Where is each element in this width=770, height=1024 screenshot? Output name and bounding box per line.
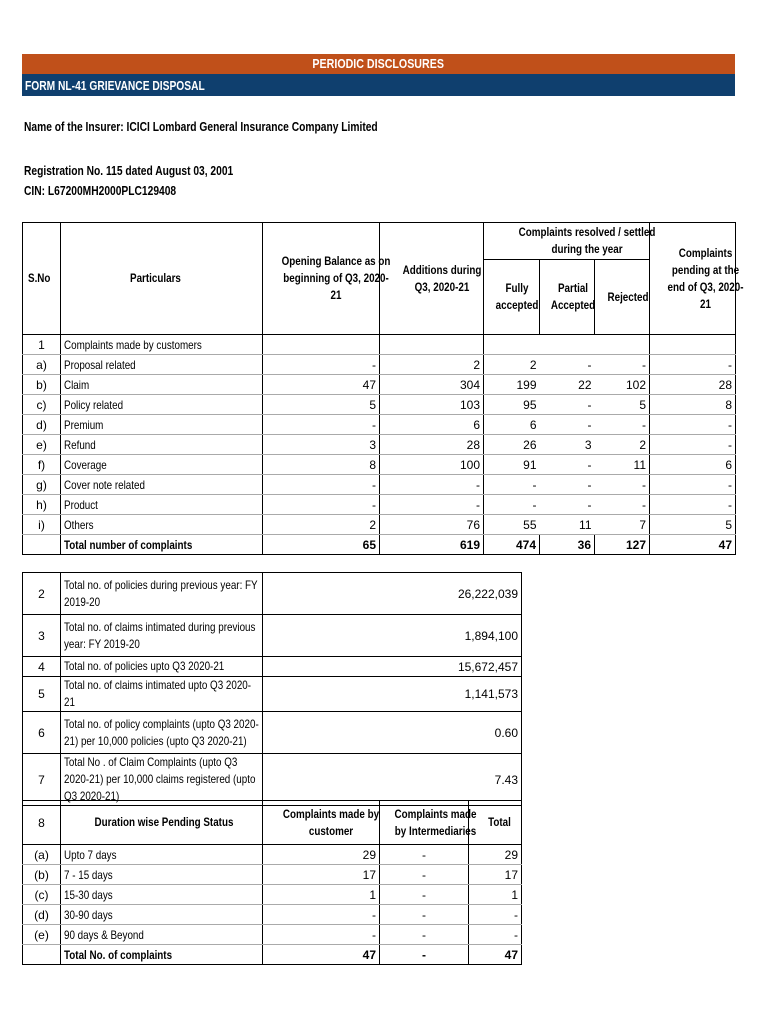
stat-no: 5	[23, 677, 61, 712]
pending-duration: 7 - 15 days	[61, 865, 263, 885]
pending-intermediaries: -	[380, 925, 469, 945]
row-sno: a)	[23, 355, 61, 375]
row-fully: 26	[484, 435, 540, 455]
table-row	[23, 395, 736, 415]
stat-value: 15,672,457	[263, 657, 522, 677]
header-intermediaries: Complaints made by Intermediaries	[380, 801, 469, 845]
periodic-disclosures-banner	[22, 54, 735, 74]
row-additions: -	[380, 495, 484, 515]
row-partial: -	[540, 495, 595, 515]
row-pending: 6	[650, 455, 736, 475]
header-fully-accepted: Fully accepted	[484, 260, 540, 335]
pending-total: -	[469, 925, 522, 945]
stat-label: Total no. of claims intimated upto Q3 2020-21	[61, 677, 263, 712]
table-row	[23, 435, 736, 455]
row-pending: -	[650, 495, 736, 515]
row-additions: 100	[380, 455, 484, 475]
header-opening-balance: Opening Balance as on beginning of Q3, 2020-21	[263, 223, 380, 335]
section-no: 1	[23, 335, 61, 355]
stat-label: Total no. of policies during previous year: FY 2019-20	[61, 573, 263, 615]
row-fully: -	[484, 475, 540, 495]
row-rejected: -	[595, 355, 650, 375]
row-sno: b)	[23, 375, 61, 395]
header-partial-accepted: Partial Accepted	[540, 260, 595, 335]
row-sno: i)	[23, 515, 61, 535]
cin-number: CIN: L67200MH2000PLC129408	[24, 184, 177, 198]
row-partial: -	[540, 475, 595, 495]
row-partial: -	[540, 415, 595, 435]
pending-duration: 15-30 days	[61, 885, 263, 905]
row-particular: Policy related	[61, 395, 263, 415]
stat-row	[23, 754, 522, 806]
row-partial: 22	[540, 375, 595, 395]
table-row	[23, 495, 736, 515]
pending-no: (d)	[23, 905, 61, 925]
section-row	[23, 335, 736, 355]
row-additions: 6	[380, 415, 484, 435]
pending-customer: 17	[263, 865, 380, 885]
pending-row	[23, 845, 522, 865]
pending-intermediaries: -	[380, 905, 469, 925]
pending-intermediaries: -	[380, 865, 469, 885]
stat-no: 7	[23, 754, 61, 806]
pending-total: 1	[469, 885, 522, 905]
complaints-table	[22, 222, 744, 555]
header-pending: Complaints pending at the end of Q3, 2020-21	[650, 223, 736, 335]
row-pending: -	[650, 415, 736, 435]
policy-stats-table	[22, 572, 522, 806]
row-pending: -	[650, 475, 736, 495]
pending-customer: 1	[263, 885, 380, 905]
row-sno: g)	[23, 475, 61, 495]
stat-value: 1,894,100	[263, 615, 522, 657]
pending-row	[23, 905, 522, 925]
row-particular: Others	[61, 515, 263, 535]
stat-no: 6	[23, 712, 61, 754]
total-pending: 47	[650, 535, 736, 555]
row-rejected: -	[595, 475, 650, 495]
pending-status-table	[22, 800, 522, 965]
stat-label: Total no. of claims intimated during previous year: FY 2019-20	[61, 615, 263, 657]
row-opening: -	[263, 495, 380, 515]
total-label: Total number of complaints	[61, 535, 263, 555]
stat-label: Total no. of policies upto Q3 2020-21	[61, 657, 263, 677]
row-opening: 5	[263, 395, 380, 415]
registration-number: Registration No. 115 dated August 03, 2001	[24, 164, 234, 178]
row-fully: 55	[484, 515, 540, 535]
stat-value: 7.43	[263, 754, 522, 806]
pending-customer: -	[263, 925, 380, 945]
total-additions: 619	[380, 535, 484, 555]
table-row	[23, 415, 736, 435]
pending-total-total: 47	[469, 945, 522, 965]
pending-no: (e)	[23, 925, 61, 945]
stat-label: Total no. of policy complaints (upto Q3 2020-21) per 10,000 policies (upto Q3 2020-21)	[61, 712, 263, 754]
total-rejected: 127	[595, 535, 650, 555]
insurer-name: Name of the Insurer: ICICI Lombard General Insurance Company Limited	[24, 120, 378, 134]
header-additions: Additions during Q3, 2020-21	[380, 223, 484, 335]
stat-row	[23, 573, 522, 615]
pending-total-row	[23, 945, 522, 965]
pending-row	[23, 885, 522, 905]
form-title: FORM NL-41 GRIEVANCE DISPOSAL	[25, 79, 205, 93]
row-additions: 103	[380, 395, 484, 415]
row-pending: 28	[650, 375, 736, 395]
row-fully: 91	[484, 455, 540, 475]
row-rejected: 2	[595, 435, 650, 455]
row-opening: -	[263, 415, 380, 435]
banner-title: PERIODIC DISCLOSURES	[312, 56, 445, 71]
pending-total-customer: 47	[263, 945, 380, 965]
row-particular: Premium	[61, 415, 263, 435]
pending-total: 17	[469, 865, 522, 885]
row-fully: -	[484, 495, 540, 515]
stat-row	[23, 677, 522, 712]
stat-value: 0.60	[263, 712, 522, 754]
row-opening: 2	[263, 515, 380, 535]
header-resolved-group: Complaints resolved / settled during the year	[484, 223, 650, 260]
header-customer: Complaints made by customer	[263, 801, 380, 845]
row-opening: 8	[263, 455, 380, 475]
form-title-banner	[22, 74, 735, 96]
stat-value: 1,141,573	[263, 677, 522, 712]
row-fully: 6	[484, 415, 540, 435]
row-pending: 8	[650, 395, 736, 415]
row-additions: -	[380, 475, 484, 495]
table-row	[23, 455, 736, 475]
pending-row	[23, 865, 522, 885]
pending-no: (b)	[23, 865, 61, 885]
total-row	[23, 535, 736, 555]
row-sno: h)	[23, 495, 61, 515]
row-additions: 304	[380, 375, 484, 395]
pending-duration: 30-90 days	[61, 905, 263, 925]
row-partial: -	[540, 395, 595, 415]
row-rejected: 11	[595, 455, 650, 475]
row-fully: 199	[484, 375, 540, 395]
table-row	[23, 515, 736, 535]
total-fully: 474	[484, 535, 540, 555]
pending-customer: 29	[263, 845, 380, 865]
row-particular: Claim	[61, 375, 263, 395]
row-particular: Cover note related	[61, 475, 263, 495]
pending-no: (c)	[23, 885, 61, 905]
pending-no: (a)	[23, 845, 61, 865]
pending-duration: 90 days & Beyond	[61, 925, 263, 945]
row-sno: d)	[23, 415, 61, 435]
header-rejected: Rejected	[595, 260, 650, 335]
pending-total: 29	[469, 845, 522, 865]
row-sno: c)	[23, 395, 61, 415]
row-opening: -	[263, 475, 380, 495]
header-section-no: 8	[23, 801, 61, 845]
row-partial: -	[540, 455, 595, 475]
row-opening: 3	[263, 435, 380, 455]
row-sno: f)	[23, 455, 61, 475]
row-particular: Proposal related	[61, 355, 263, 375]
stat-row	[23, 657, 522, 677]
table-row	[23, 375, 736, 395]
pending-total-intermediaries: -	[380, 945, 469, 965]
row-additions: 2	[380, 355, 484, 375]
pending-total-label: Total No. of complaints	[61, 945, 263, 965]
header-sno: S.No	[23, 223, 61, 335]
section-label: Complaints made by customers	[61, 335, 263, 355]
row-partial: 11	[540, 515, 595, 535]
pending-duration: Upto 7 days	[61, 845, 263, 865]
row-particular: Refund	[61, 435, 263, 455]
stat-label: Total No . of Claim Complaints (upto Q3 2020-21) per 10,000 claims registered (upto Q3 2020-21)	[61, 754, 263, 806]
pending-customer: -	[263, 905, 380, 925]
row-partial: -	[540, 355, 595, 375]
row-pending: 5	[650, 515, 736, 535]
pending-row	[23, 925, 522, 945]
header-total: Total	[469, 801, 522, 845]
row-additions: 76	[380, 515, 484, 535]
row-opening: 47	[263, 375, 380, 395]
row-rejected: -	[595, 495, 650, 515]
stat-no: 2	[23, 573, 61, 615]
row-particular: Coverage	[61, 455, 263, 475]
stat-value: 26,222,039	[263, 573, 522, 615]
header-particulars: Particulars	[61, 223, 263, 335]
row-partial: 3	[540, 435, 595, 455]
header-duration-status: Duration wise Pending Status	[61, 801, 263, 845]
pending-total: -	[469, 905, 522, 925]
stat-no: 3	[23, 615, 61, 657]
stat-no: 4	[23, 657, 61, 677]
row-rejected: -	[595, 415, 650, 435]
stat-row	[23, 615, 522, 657]
row-fully: 95	[484, 395, 540, 415]
row-sno: e)	[23, 435, 61, 455]
pending-intermediaries: -	[380, 885, 469, 905]
total-opening: 65	[263, 535, 380, 555]
row-rejected: 7	[595, 515, 650, 535]
pending-intermediaries: -	[380, 845, 469, 865]
row-additions: 28	[380, 435, 484, 455]
table-row	[23, 355, 736, 375]
row-opening: -	[263, 355, 380, 375]
row-rejected: 102	[595, 375, 650, 395]
row-particular: Product	[61, 495, 263, 515]
table-row	[23, 475, 736, 495]
stat-row	[23, 712, 522, 754]
row-pending: -	[650, 355, 736, 375]
total-partial: 36	[540, 535, 595, 555]
row-pending: -	[650, 435, 736, 455]
row-fully: 2	[484, 355, 540, 375]
row-rejected: 5	[595, 395, 650, 415]
